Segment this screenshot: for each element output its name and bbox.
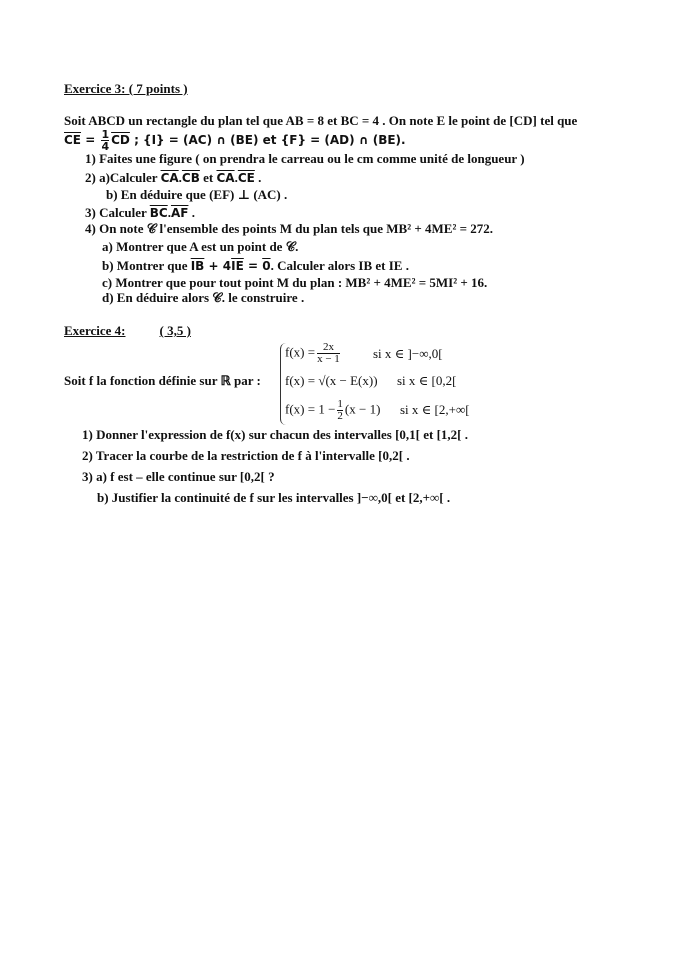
ex4-question-3b: b) Justifier la continuité de f sur les intervalles ]−∞,0[ et [2,+∞[ . <box>97 490 451 505</box>
ex3-question-4: 4) On note 𝒞 l'ensemble des points M du plan tels que MB² + 4ME² = 272. <box>85 221 494 236</box>
ex4-question-2: 2) Tracer la courbe de la restriction de f à l'intervalle [0,2[ . <box>82 448 410 463</box>
vector-ca: $\overline{CA}$ <box>160 171 179 185</box>
case3-numerator: 1 <box>337 398 343 410</box>
ex4-points: ( 3,5 ) <box>159 323 191 338</box>
case1-lhs: f(x) = <box>285 344 316 360</box>
case3-lhs: f(x) = 1 − <box>285 401 336 417</box>
vector-ce: $\overline{CE}$ <box>64 133 82 147</box>
case-3-condition: si x ∈ [2,+∞[ <box>400 402 470 417</box>
equals: = <box>243 259 263 273</box>
ex3-question-4c: c) Montrer que pour tout point M du plan : MB² + 4ME² = 5MI² + 16. <box>102 275 488 290</box>
zero-vector: 0 <box>262 259 271 273</box>
case-2: f(x) = √(x − E(x)) <box>285 373 378 388</box>
intersections: ; {I} = (AC) ∩ (BE) et {F} = (AD) ∩ (BE). <box>129 133 406 147</box>
case1-denominator: x − 1 <box>317 353 340 365</box>
q4b-rest: . Calculer alors IB et IE . <box>270 258 409 273</box>
ex3-question-1: 1) Faites une figure ( on prendra le carreau ou le cm comme unité de longueur ) <box>85 151 525 166</box>
case3-rest: (x − 1) <box>344 401 381 417</box>
q3-label: 3) Calculer <box>85 205 150 220</box>
vector-cb: $\overline{CB}$ <box>181 171 200 185</box>
vector-af: $\overline{AF}$ <box>170 206 189 220</box>
ex3-question-4a: a) Montrer que A est un point de 𝒞. <box>102 239 299 254</box>
exercise-3-title: Exercice 3: ( 7 points ) <box>64 81 188 96</box>
ex3-question-4d: d) En déduire alors 𝒞. le construire . <box>102 290 305 305</box>
vector-bc: $\overline{BC}$ <box>149 206 168 220</box>
ex3-intro-line2 <box>64 129 406 152</box>
ex3-question-2b: b) En déduire que (EF) ⊥ (AC) . <box>106 187 288 202</box>
case-1-condition: si x ∈ ]−∞,0[ <box>373 346 443 361</box>
case-1 <box>285 342 342 365</box>
equals: = <box>85 133 96 147</box>
ex4-question-1: 1) Donner l'expression de f(x) sur chacun des intervalles [0,1[ et [1,2[ . <box>82 427 469 442</box>
vector-ca: $\overline{CA}$ <box>216 171 235 185</box>
ex4-intro: Soit f la fonction définie sur ℝ par : <box>64 373 261 388</box>
ex4-title-text: Exercice 4: <box>64 323 126 338</box>
vector-cd: $\overline{CD}$ <box>111 133 130 147</box>
case-3 <box>285 399 380 422</box>
ex3-question-3: 3) Calculer $\overline{BC}.\overline{AF}$ . <box>85 205 195 220</box>
vector-ib: $\overline{IB}$ <box>190 259 205 273</box>
vector-ce: $\overline{CE}$ <box>237 171 255 185</box>
q2a-and: et <box>199 170 217 185</box>
q4b-label: b) Montrer que <box>102 258 191 273</box>
q2a-label: 2) a)Calculer <box>85 170 161 185</box>
exercise-4-title <box>64 323 191 339</box>
vector-ie: $\overline{IE}$ <box>231 259 244 273</box>
ex3-question-2a: 2) a)Calculer $\overline{CA}.\overline{CB}$ et $\overline{CA}.\overline{CE}$ . <box>85 170 262 185</box>
ex4-question-3a: 3) a) f est – elle continue sur [0,2[ ? <box>82 469 275 484</box>
ex3-question-4b <box>102 258 409 274</box>
ex3-intro-line1: Soit ABCD un rectangle du plan tel que AB = 8 et BC = 4 . On note E le point de [CD] tel que <box>64 113 578 128</box>
fraction-numerator: 1 <box>101 128 110 141</box>
plus-four: + 4 <box>204 259 232 273</box>
case1-numerator: 2x <box>317 342 340 354</box>
fraction-denominator: 4 <box>101 140 110 153</box>
case-2-condition: si x ∈ [0,2[ <box>397 373 457 388</box>
case3-denominator: 2 <box>337 410 343 422</box>
